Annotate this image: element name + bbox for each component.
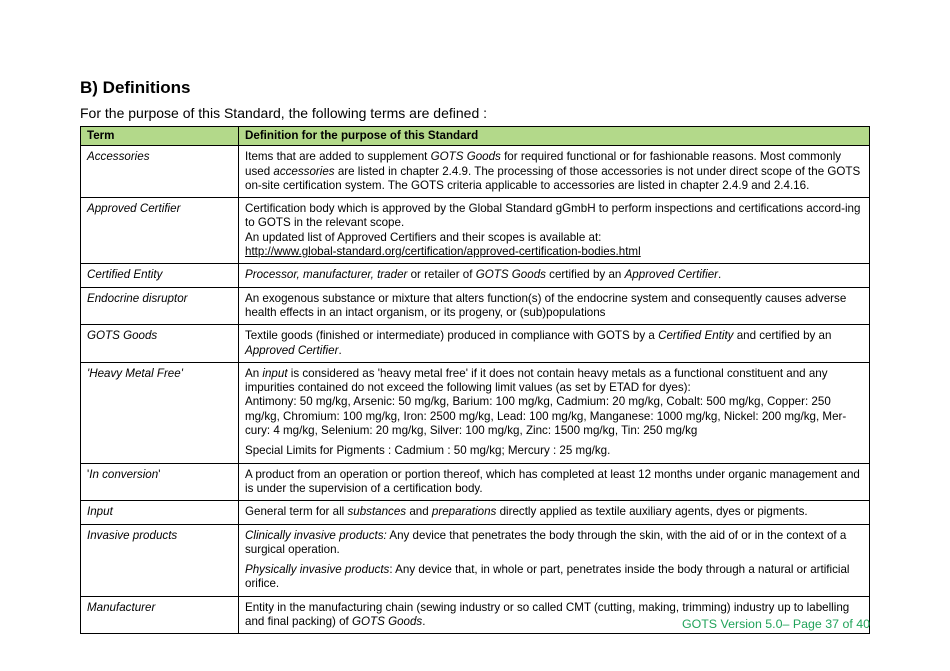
table-row-input: [81, 501, 870, 524]
table-row-in-conversion: [81, 463, 870, 501]
definition-cell: Items that are added to supplement GOTS Goods for required functional or for fashionable reasons. Most commonly used accessories are listed in chapter 2.4.9. The processing of those accessories is not under direct scope of the GOTS on-site certification system. The GOTS criteria applicable to accessories are listed in chapter 2.4.9 and 2.4.16.: [239, 146, 870, 198]
table-row-gots-goods: [81, 325, 870, 363]
term-cell: Endocrine disruptor: [81, 287, 239, 325]
definition-cell: An exogenous substance or mixture that alters function(s) of the endocrine system and consequently causes adverse health effects in an intact organism, or its progeny, or (sub)populations: [239, 287, 870, 325]
term-cell: GOTS Goods: [81, 325, 239, 363]
definition-cell: Certification body which is approved by the Global Standard gGmbH to perform inspections and certifications accord-ing to GOTS in the relevant scope. An updated list of Approved Certifiers and their scopes is available at: http://www.global-standard.org/certification/approved-certification-bodies.html: [239, 198, 870, 264]
definition-cell: A product from an operation or portion thereof, which has completed at least 12 months under organic management and is under the supervision of a certification body.: [239, 463, 870, 501]
table-row-approved-certifier: [81, 198, 870, 264]
definition-cell: Entity in the manufacturing chain (sewing industry or so called CMT (cutting, making, trimming) industry up to labelling and final packing) of GOTS Goods.: [239, 596, 870, 634]
table-row-heavy-metal-free: [81, 362, 870, 463]
term-cell: 'In conversion': [81, 463, 239, 501]
definition-cell: Textile goods (finished or intermediate) produced in compliance with GOTS by a Certified Entity and certified by an Approved Certifier.: [239, 325, 870, 363]
term-cell: Certified Entity: [81, 264, 239, 287]
term-cell: Manufacturer: [81, 596, 239, 634]
header-term: Term: [81, 127, 239, 146]
section-heading: B) Definitions: [80, 78, 191, 97]
approved-bodies-link[interactable]: http://www.global-standard.org/certification/approved-certification-bodies.html: [245, 245, 641, 259]
header-definition: Definition for the purpose of this Standard: [239, 127, 870, 146]
definitions-table: [80, 126, 870, 634]
table-row-endocrine-disruptor: [81, 287, 870, 325]
term-cell: 'Heavy Metal Free': [81, 362, 239, 463]
term-cell: Accessories: [81, 146, 239, 198]
definition-cell: An input is considered as 'heavy metal free' if it does not contain heavy metals as a functional constituent and any impurities contained do not exceed the following limit values (as set by ETAD for dyes): Antimony: 50 mg/kg, Arsenic: 50 mg/kg, Barium: 100 mg/kg, Cadmium: 20 mg/kg, Cobalt: 500 mg/kg, Copper: 250 mg/kg, Chromium: 100 mg/kg, Iron: 2500 mg/kg, Lead: 100 mg/kg, Manganese: 1000 mg/kg, Nickel: 200 mg/kg, Mer-cury: 4 mg/kg, Selenium: 20 mg/kg, Silver: 100 mg/kg, Zinc: 1500 mg/kg, Tin: 250 mg/kg Special Limits for Pigments : Cadmium : 50 mg/kg; Mercury : 25 mg/kg.: [239, 362, 870, 463]
definition-cell: Clinically invasive products: Any device that penetrates the body through the skin, with the aid of or in the context of a surgical operation. Physically invasive products: Any device that, in whole or part, penetrates inside the body through a natural or artificial orifice.: [239, 524, 870, 596]
table-row-accessories: [81, 146, 870, 198]
definition-cell: Processor, manufacturer, trader or retailer of GOTS Goods certified by an Approved Certifier.: [239, 264, 870, 287]
term-cell: Invasive products: [81, 524, 239, 596]
page-footer: GOTS Version 5.0– Page 37 of 40: [681, 617, 870, 631]
table-header-row: [81, 127, 870, 146]
intro-text: For the purpose of this Standard, the following terms are defined :: [80, 105, 488, 121]
table-row-invasive-products: [81, 524, 870, 596]
term-cell: Approved Certifier: [81, 198, 239, 264]
table-row-certified-entity: [81, 264, 870, 287]
definition-cell: General term for all substances and preparations directly applied as textile auxiliary agents, dyes or pigments.: [239, 501, 870, 524]
term-cell: Input: [81, 501, 239, 524]
